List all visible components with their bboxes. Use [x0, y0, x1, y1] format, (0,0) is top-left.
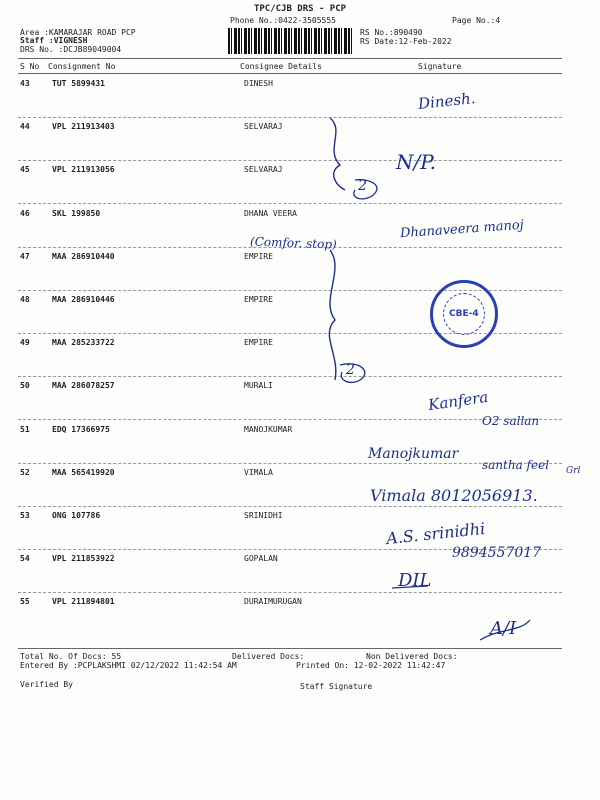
row-consignee-name: MURALI [244, 381, 273, 391]
row-consignment-no: MAA 286910446 [52, 295, 115, 304]
signature-manojkumar: Manojkumar [368, 446, 459, 462]
signature-vimala: Vimala 8012056913. [370, 486, 538, 505]
row-consignment-no: VPL 211853922 [52, 554, 115, 564]
row-consignee-name: MANOJKUMAR [244, 424, 293, 434]
row-sno: 50 [20, 381, 30, 391]
row-sno: 49 [20, 338, 30, 348]
row-consignee-name: SELVARAJ [244, 122, 283, 132]
col-consignment: Consignment No [48, 62, 116, 71]
row-sno: 52 [20, 467, 30, 477]
row-consignment-no: TUT 5899431 [52, 79, 105, 88]
row-consignee-name: EMPIRE [244, 251, 273, 261]
note-santha: santha feel [482, 458, 550, 472]
row-consignment-no: VPL 211894801 [52, 597, 115, 607]
row-sno: 51 [20, 424, 30, 434]
office-stamp-text: CBE-4 [449, 309, 479, 319]
count-mark-top: 2 [358, 178, 367, 194]
row-consignee-name: DHANA VEERA [244, 208, 297, 218]
total-docs: Total No. Of Docs: 55 [20, 652, 122, 661]
note-o2sallan: O2 sallan [482, 414, 540, 428]
office-stamp [430, 280, 498, 348]
row-consignee-name: EMPIRE [244, 295, 273, 304]
row-consignment-no: MAA 286910440 [52, 251, 115, 261]
note-comfor-stop: (Comfor. stop) [249, 234, 337, 252]
signature-dinesh: Dinesh. [417, 89, 477, 113]
row-consignment-no: MAA 565419920 [52, 467, 115, 477]
row-sno: 45 [20, 165, 30, 175]
footer-rule [18, 648, 562, 649]
rs-date: RS Date:12-Feb-2022 [360, 37, 452, 46]
count-mark-bottom: 2 [346, 362, 355, 378]
signature-kanfera: Kanfera [427, 387, 490, 415]
brace-stroke-top [330, 118, 345, 190]
row-consignee-name: GOPALAN [244, 554, 278, 564]
row-consignee-name: SRINIDHI [244, 511, 283, 520]
entered-by: Entered By :PCPLAKSHMI 02/12/2022 11:42:54 AM [20, 661, 237, 670]
row-sno: 46 [20, 208, 30, 218]
note-grl: Grl [566, 466, 581, 476]
signature-dhanaveera: Dhanaveera manoj [399, 217, 525, 242]
row-sno: 43 [20, 79, 30, 88]
signature-srinidhi-phone: 9894557017 [452, 545, 542, 561]
row-sno: 54 [20, 554, 30, 564]
row-consignee-name: DINESH [244, 79, 273, 88]
staff-label: Staff :VIGNESH [20, 36, 88, 45]
row-consignee-name: EMPIRE [244, 338, 273, 348]
row-consignment-no: SKL 199850 [52, 208, 101, 218]
rs-number: RS No.:890490 [360, 28, 423, 37]
col-sno: S No [20, 62, 40, 71]
row-consignee-name: SELVARAJ [244, 165, 283, 175]
row-sno: 47 [20, 251, 30, 261]
row-consignee-name: DURAIMURUGAN [244, 597, 302, 607]
signature-gopalan: DIL [398, 570, 432, 591]
signature-duraimurugan: A/I [490, 618, 517, 639]
drs-number: DRS No. :DCJB89049004 [20, 45, 122, 54]
row-consignment-no: MAA 285233722 [52, 338, 115, 348]
col-signature: Signature [418, 62, 462, 71]
row-sno: 44 [20, 122, 30, 132]
row-consignment-no: VPL 211913056 [52, 165, 115, 175]
row-consignment-no: VPL 211913403 [52, 122, 115, 132]
row-sno: 48 [20, 295, 30, 304]
page-number: Page No.:4 [452, 16, 501, 25]
non-delivered-docs: Non Delivered Docs: [366, 652, 458, 661]
row-sno: 55 [20, 597, 30, 607]
delivered-docs: Delivered Docs: [232, 652, 305, 661]
phone-number: Phone No.:0422-3505555 [230, 16, 336, 25]
area-label: Area :KAMARAJAR ROAD PCP [20, 28, 136, 37]
row-consignment-no: ONG 107786 [52, 511, 101, 520]
row-sno: 53 [20, 511, 30, 520]
signature-np: N/P. [396, 150, 436, 174]
row-consignee-name: VIMALA [244, 467, 273, 477]
staff-signature: Staff Signature [300, 682, 373, 691]
printed-on: Printed On: 12-02-2022 11:42:47 [296, 661, 446, 670]
brace-stroke-bottom [329, 250, 336, 380]
verified-by: Verified By [20, 680, 73, 689]
signature-srinidhi: A.S. srinidhi [385, 518, 486, 549]
document-title: TPC/CJB DRS - PCP [253, 4, 347, 14]
row-consignment-no: EDQ 17366975 [52, 424, 110, 434]
row-consignment-no: MAA 286078257 [52, 381, 115, 391]
col-consignee: Consignee Details [240, 62, 322, 71]
